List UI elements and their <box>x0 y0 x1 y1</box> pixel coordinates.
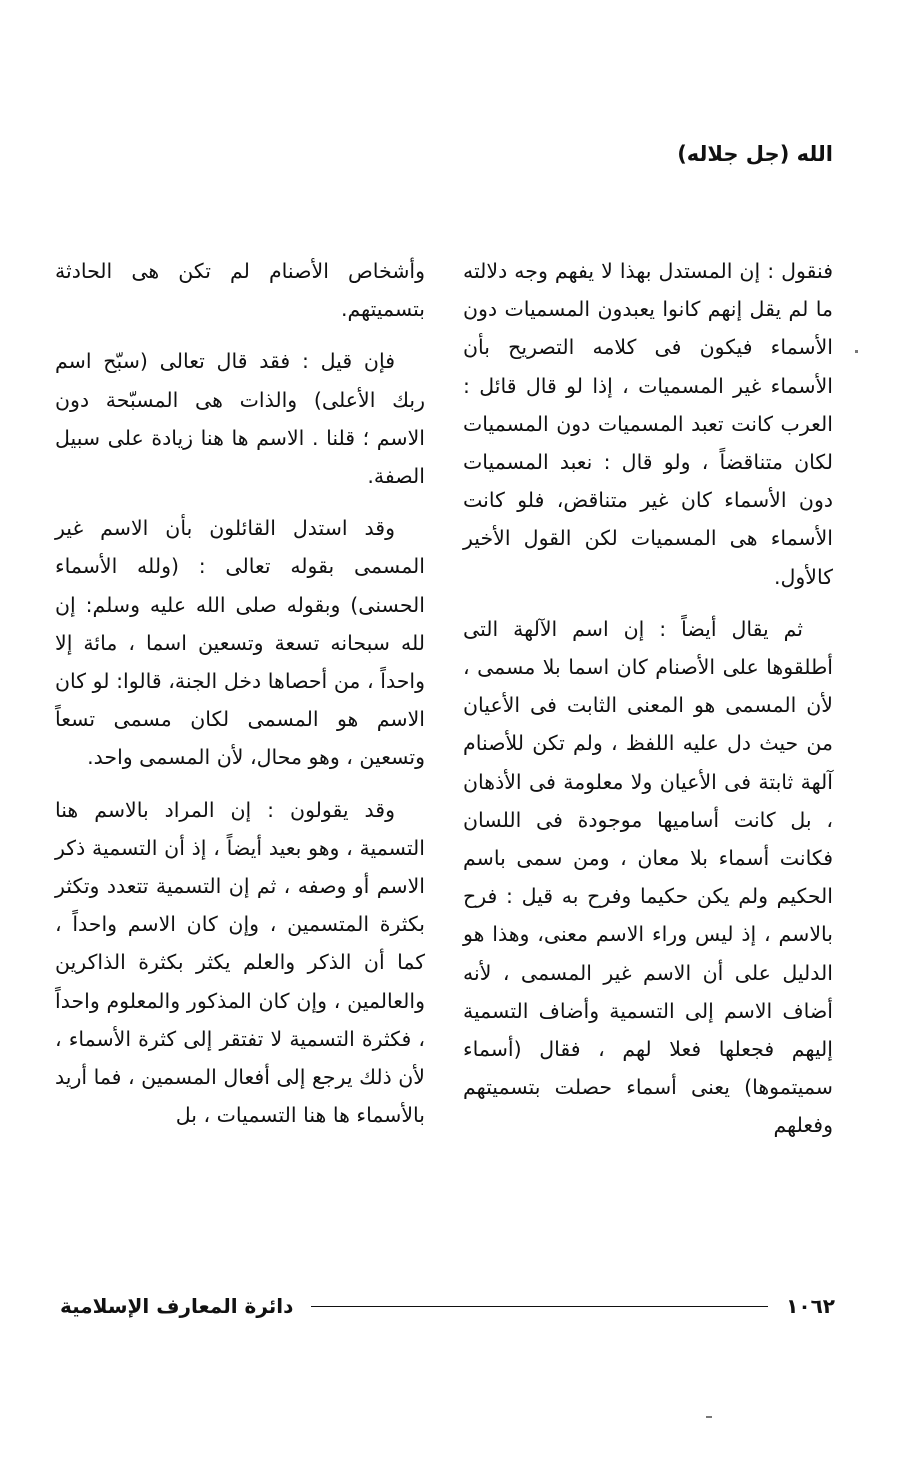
page-footer <box>60 1290 835 1322</box>
paragraph: وقد يقولون : إن المراد بالاسم هنا التسمية ، وهو بعيد أيضاً ، إذ أن التسمية ذكر الاسم أو وصفه ، ثم إن التسمية تتعدد وتكثر بكثرة المتسمين ، وإن كان الاسم واحداً ، كما أن الذكر والعلم يكثر بكثرة الذاكرين والعالمين ، وإن كان المذكور والمعلوم واحداً ، فكثرة التسمية لا تفتقر إلى كثرة الأسماء ، لأن ذلك يرجع إلى أفعال المسمين ، فما أريد بالأسماء ها هنا التسميات ، بل <box>55 797 425 1128</box>
running-header-title: الله (جل جلاله) <box>677 142 833 166</box>
paragraph: وأشخاص الأصنام لم تكن هى الحادثة بتسميتهم. <box>55 259 425 322</box>
scan-speck <box>855 350 858 353</box>
paragraph: فنقول : إن المستدل بهذا لا يفهم وجه دلالته ما لم يقل إنهم كانوا يعبدون المسميات دون الأسماء فيكون فى كلامه التصريح بأن الأسماء غير المسميات ، إذا لو قال قائل : العرب كانت تعبد المسميات دون المسميات لكان متناقضاً ، ولو قال : نعبد المسميات دون الأسماء كان غير متناقض، فلو كانت الأسماء هى المسميات لكن القول الأخير كالأول. <box>463 259 833 589</box>
scan-speck <box>706 1416 712 1418</box>
paragraph: ثم يقال أيضاً : إن اسم الآلهة التى أطلقوها على الأصنام كان اسما بلا مسمى ، لأن المسمى هو المعنى الثابت فى الأعيان من حيث دل عليه اللفظ ، ولم تكن للأصنام آلهة ثابتة فى الأعيان ولا معلومة فى الأذهان ، بل كانت أساميها موجودة فى اللسان فكانت أسماء بلا معان ، ومن سمى باسم الحكيم ولم يكن حكيما وفرح به قيل : فرح بالاسم ، إذ ليس وراء الاسم معنى، وهذا هو الدليل على أن الاسم غير المسمى ، لأنه أضاف الاسم إلى التسمية وأضاف التسمية إليهم فجعلها فعلا لهم ، فقال (أسماء سميتموها) يعنى أسماء حصلت بتسميتهم وفعلهم <box>463 616 833 1138</box>
text-column-left <box>55 252 425 1148</box>
footer-rule <box>311 1306 768 1307</box>
publication-name: دائرة المعارف الإسلامية <box>60 1294 294 1318</box>
text-column-right <box>463 252 833 1159</box>
paragraph: وقد استدل القائلون بأن الاسم غير المسمى بقوله تعالى : (ولله الأسماء الحسنى) وبقوله صلى الله عليه وسلم: إن لله سبحانه تسعة وتسعين اسما ، مائة إلا واحداً ، من أحصاها دخل الجنة، قالوا: لو كان الاسم هو المسمى لكان مسمى تسعاً وتسعين ، وهو محال، لأن المسمى واحد. <box>55 516 425 770</box>
page-number: ١٠٦٢ <box>786 1294 835 1318</box>
paragraph: فإن قيل : فقد قال تعالى (سبّح اسم ربك الأعلى) والذات هى المسبّحة دون الاسم ؛ قلنا . الاسم ها هنا زيادة على سبيل الصفة. <box>55 349 425 489</box>
